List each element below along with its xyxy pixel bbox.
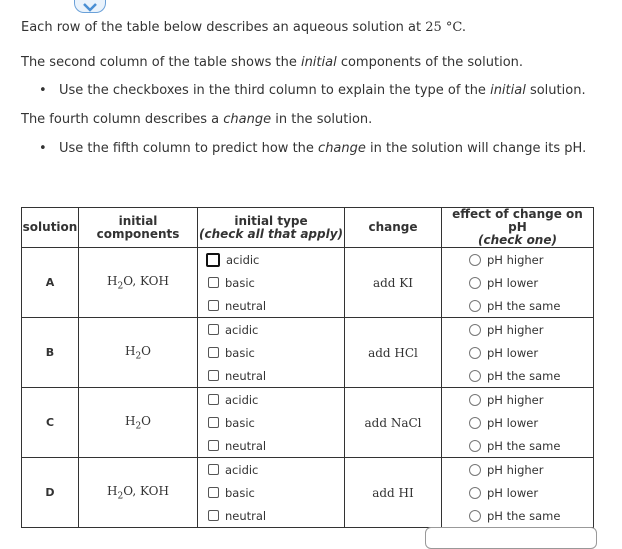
solutions-table: [21, 207, 594, 528]
type-option-acidic[interactable]: acidic: [198, 458, 344, 481]
intro-bullet-1: • Use the checkboxes in the third column to explain the type of the initial solution.: [39, 82, 586, 100]
radio[interactable]: [469, 347, 481, 359]
intro-bullet-2: • Use the fifth column to predict how the change in the solution will change its pH.: [39, 140, 586, 158]
type-cell: [198, 458, 345, 528]
initial-components: $H_2O$: [79, 318, 198, 388]
effect-option-higher[interactable]: pH higher: [442, 318, 593, 341]
header-change: change: [345, 208, 442, 248]
checkbox[interactable]: [208, 417, 219, 428]
type-option-basic[interactable]: basic: [198, 341, 344, 364]
header-initial-components: initial components: [79, 208, 198, 248]
header-solution: solution: [22, 208, 79, 248]
effect-option-lower[interactable]: pH lower: [442, 271, 593, 294]
table-row: [22, 388, 594, 458]
effect-option-same[interactable]: pH the same: [442, 364, 593, 387]
type-option-neutral[interactable]: neutral: [198, 364, 344, 387]
table-row: [22, 248, 594, 318]
checkbox[interactable]: [208, 510, 219, 521]
type-option-acidic[interactable]: acidic: [198, 388, 344, 411]
solution-label: C: [22, 388, 79, 458]
effect-option-lower[interactable]: pH lower: [442, 481, 593, 504]
radio[interactable]: [469, 370, 481, 382]
change-cell: add KI: [345, 248, 442, 318]
checkbox[interactable]: [208, 324, 219, 335]
type-option-acidic[interactable]: acidic: [198, 248, 344, 271]
change-cell: add NaCl: [345, 388, 442, 458]
effect-option-higher[interactable]: pH higher: [442, 458, 593, 481]
checkbox[interactable]: [208, 464, 219, 475]
header-effect: effect of change on pH (check one): [442, 208, 594, 248]
type-option-neutral[interactable]: neutral: [198, 434, 344, 457]
type-option-neutral[interactable]: neutral: [198, 504, 344, 527]
table-row: [22, 458, 594, 528]
type-cell: [198, 248, 345, 318]
radio[interactable]: [469, 394, 481, 406]
change-cell: add HCl: [345, 318, 442, 388]
effect-option-same[interactable]: pH the same: [442, 294, 593, 317]
table-row: [22, 318, 594, 388]
type-option-basic[interactable]: basic: [198, 481, 344, 504]
effect-option-higher[interactable]: pH higher: [442, 248, 593, 271]
header-initial-type: initial type (check all that apply): [198, 208, 345, 248]
initial-components: $H_2O$: [79, 388, 198, 458]
type-option-acidic[interactable]: acidic: [198, 318, 344, 341]
intro-line-1: Each row of the table below describes an aqueous solution at 25 °C.: [21, 20, 467, 35]
effect-cell: [442, 388, 594, 458]
initial-components: $H_2O$, KOH: [79, 248, 198, 318]
radio[interactable]: [469, 487, 481, 499]
type-cell: [198, 388, 345, 458]
effect-option-higher[interactable]: pH higher: [442, 388, 593, 411]
checkbox[interactable]: [208, 277, 219, 288]
checkbox[interactable]: [208, 394, 219, 405]
radio[interactable]: [469, 300, 481, 312]
change-cell: add HI: [345, 458, 442, 528]
radio[interactable]: [469, 464, 481, 476]
type-cell: [198, 318, 345, 388]
collapse-tab[interactable]: [74, 0, 106, 13]
intro-line-3: The fourth column describes a change in the solution.: [21, 112, 373, 127]
radio[interactable]: [469, 440, 481, 452]
effect-cell: [442, 248, 594, 318]
radio[interactable]: [469, 324, 481, 336]
checkbox[interactable]: [208, 300, 219, 311]
effect-option-same[interactable]: pH the same: [442, 504, 593, 527]
solution-label: B: [22, 318, 79, 388]
radio[interactable]: [469, 417, 481, 429]
solution-label: A: [22, 248, 79, 318]
type-option-basic[interactable]: basic: [198, 271, 344, 294]
checkbox[interactable]: [208, 440, 219, 451]
initial-components: $H_2O$, KOH: [79, 458, 198, 528]
effect-option-lower[interactable]: pH lower: [442, 411, 593, 434]
checkbox[interactable]: [206, 253, 220, 267]
effect-cell: [442, 318, 594, 388]
effect-option-lower[interactable]: pH lower: [442, 341, 593, 364]
radio[interactable]: [469, 510, 481, 522]
bottom-toolbar-edge[interactable]: [425, 527, 597, 549]
checkbox[interactable]: [208, 370, 219, 381]
effect-option-same[interactable]: pH the same: [442, 434, 593, 457]
solution-label: D: [22, 458, 79, 528]
type-option-neutral[interactable]: neutral: [198, 294, 344, 317]
type-option-basic[interactable]: basic: [198, 411, 344, 434]
chevron-down-icon: [82, 2, 98, 12]
checkbox[interactable]: [208, 487, 219, 498]
radio[interactable]: [469, 254, 481, 266]
intro-line-2: The second column of the table shows the initial components of the solution.: [21, 55, 524, 70]
checkbox[interactable]: [208, 347, 219, 358]
radio[interactable]: [469, 277, 481, 289]
effect-cell: [442, 458, 594, 528]
